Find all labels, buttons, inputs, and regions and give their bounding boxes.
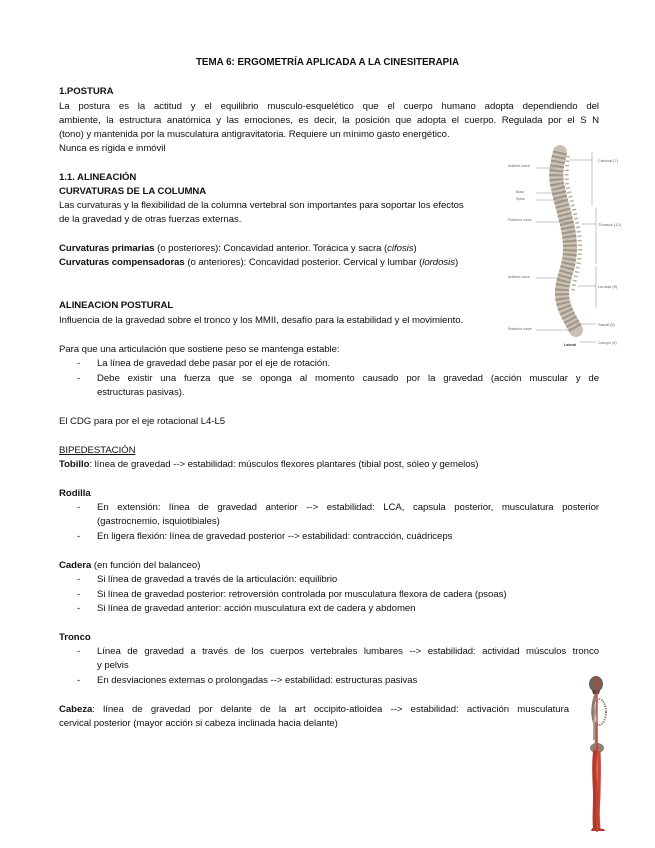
bullet-dash: - <box>77 646 81 657</box>
bullet-dash: - <box>77 358 81 369</box>
spine-left-label: Anterior curve <box>508 275 530 279</box>
spine-left-label: Body <box>516 190 524 194</box>
section-heading-bipedestacion: BIPEDESTACIÓN <box>59 445 136 456</box>
spine-caption: Lateral <box>564 343 577 347</box>
postura-line-3: (tono) y mantenida por la musculatura antigravitatoria. Requiere un mínimo gasto energético. <box>59 129 450 140</box>
spine-left-label: Posterior curve <box>508 327 532 331</box>
cadera-label: Cadera <box>59 560 92 571</box>
spine-illustration <box>508 148 648 348</box>
page-title: TEMA 6: ERGOMETRÍA APLICADA A LA CINESITERAPIA <box>195 57 460 68</box>
cabeza-label: Cabeza <box>59 704 93 715</box>
tobillo-label: Tobillo <box>59 459 90 470</box>
spine-right-label: Thoracic (12) <box>598 222 621 227</box>
curvaturas-primarias <box>59 242 417 255</box>
postural-line: Influencia de la gravedad sobre el tronco y los MMII, desafío para la estabilidad y el movimiento. <box>59 315 464 326</box>
bullet-dash: - <box>77 589 81 600</box>
section-heading-alineacion: 1.1. ALINEACIÓN <box>59 172 137 183</box>
postura-line-4: Nunca es rígida e inmóvil <box>59 143 166 154</box>
curvaturas-line-1: Las curvaturas y la flexibilidad de la columna vertebral son importantes para soportar los efectos <box>59 200 464 211</box>
tobillo-text: : línea de gravedad --> estabilidad: músculos flexores plantares (tibial post, sóleo y gemelos) <box>89 459 479 470</box>
cabeza-line-1 <box>59 703 569 716</box>
spine-right-label: Lumbar (5) <box>598 284 618 289</box>
postural-bullet-2-line-2: estructuras pasivas). <box>97 387 185 398</box>
cadera-bullet-3: Si línea de gravedad anterior: acción musculatura ext de cadera y abdomen <box>97 603 416 614</box>
cdg-line: El CDG para por el eje rotacional L4-L5 <box>59 416 226 427</box>
tobillo-line <box>59 458 478 471</box>
skeleton-figure <box>578 674 618 834</box>
section-heading-alineacion-postural: ALINEACION POSTURAL <box>59 300 174 311</box>
bullet-dash: - <box>77 373 81 384</box>
spine-left-label: Anterior curve <box>508 164 530 168</box>
spine-right-label: Sacral (5) <box>598 322 615 327</box>
bullet-dash: - <box>77 502 81 513</box>
compensadoras-text: (o anteriores): Concavidad posterior. Cervical y lumbar ( <box>184 257 423 268</box>
primarias-term: cifosis <box>387 243 414 254</box>
postura-line-2: ambiente, la estructura anatómica y las emociones, es decir, la posición que adopta el cuerpo. Regulada por el S N <box>59 115 599 126</box>
primarias-close: ) <box>413 243 417 254</box>
bullet-dash: - <box>77 574 81 585</box>
bullet-dash: - <box>77 531 81 542</box>
skeleton-gravity-line-illustration <box>578 674 618 834</box>
tronco-bullet-1-line-1: Línea de gravedad a través de los cuerpos vertebrales lumbares --> estabilidad: actividad músculos tronco <box>97 646 599 657</box>
cabeza-line-2: cervical posterior (mayor acción si cabeza inclinada hacia delante) <box>59 718 338 729</box>
rodilla-bullet-1-line-1: En extensión: línea de gravedad anterior --> estabilidad: LCA, capsula posterior, musculatura posterior <box>97 502 599 513</box>
postura-line-1: La postura es la actitud y el equilibrio musculo-esquelético que el cuerpo humano adopta dependiendo del <box>59 101 599 112</box>
spine-right-label: Cervical (7) <box>598 158 618 163</box>
spine-right-label: Coccyx (4) <box>598 340 617 345</box>
bullet-dash: - <box>77 603 81 614</box>
rodilla-bullet-2: En ligera flexión: línea de gravedad posterior --> estabilidad: contracción, cuádriceps <box>97 531 453 542</box>
primarias-label: Curvaturas primarias <box>59 243 155 254</box>
compensadoras-label: Curvaturas compensadoras <box>59 257 185 268</box>
compensadoras-term: lordosis <box>422 257 455 268</box>
cadera-heading <box>59 559 200 572</box>
subheading-curvaturas: CURVATURAS DE LA COLUMNA <box>59 186 207 197</box>
cadera-bullet-2: Si línea de gravedad posterior: retroversión controlada por musculatura flexora de cadera (psoas) <box>97 589 507 600</box>
tronco-bullet-2: En desviaciones externas o prolongadas --> estabilidad: estructuras pasivas <box>97 675 418 686</box>
rodilla-heading: Rodilla <box>59 488 91 499</box>
spine-left-label: Posterior curve <box>508 218 532 222</box>
bullet-dash: - <box>77 675 81 686</box>
curvaturas-compensadoras <box>59 256 458 269</box>
postural-bullet-2-line-1: Debe existir una fuerza que se oponga al momento causado por la gravedad (acción muscular y de <box>97 373 599 384</box>
spine-left-label: Spine <box>516 197 525 201</box>
section-heading-postura: 1.POSTURA <box>59 86 114 97</box>
primarias-text: (o posteriores): Concavidad anterior. Torácica y sacra ( <box>154 243 388 254</box>
cadera-note: (en función del balanceo) <box>91 560 201 571</box>
rodilla-bullet-1-line-2: (gastrocnemio, isquiotibiales) <box>97 516 220 527</box>
compensadoras-close: ) <box>454 257 459 268</box>
postural-intro: Para que una articulación que sostiene peso se mantenga estable: <box>59 344 340 355</box>
tronco-heading: Tronco <box>59 632 91 643</box>
postural-bullet-1: La línea de gravedad debe pasar por el eje de rotación. <box>97 358 331 369</box>
tronco-bullet-1-line-2: y pelvis <box>97 660 129 671</box>
curvaturas-line-2: de la gravedad y de otras fuerzas externas. <box>59 214 242 225</box>
spine-figure <box>508 148 648 348</box>
cadera-bullet-1: Si línea de gravedad a través de la articulación: equilibrio <box>97 574 338 585</box>
cabeza-text: : línea de gravedad por delante de la art occipito-atloidea --> estabilidad: activación musculatura <box>92 704 569 715</box>
